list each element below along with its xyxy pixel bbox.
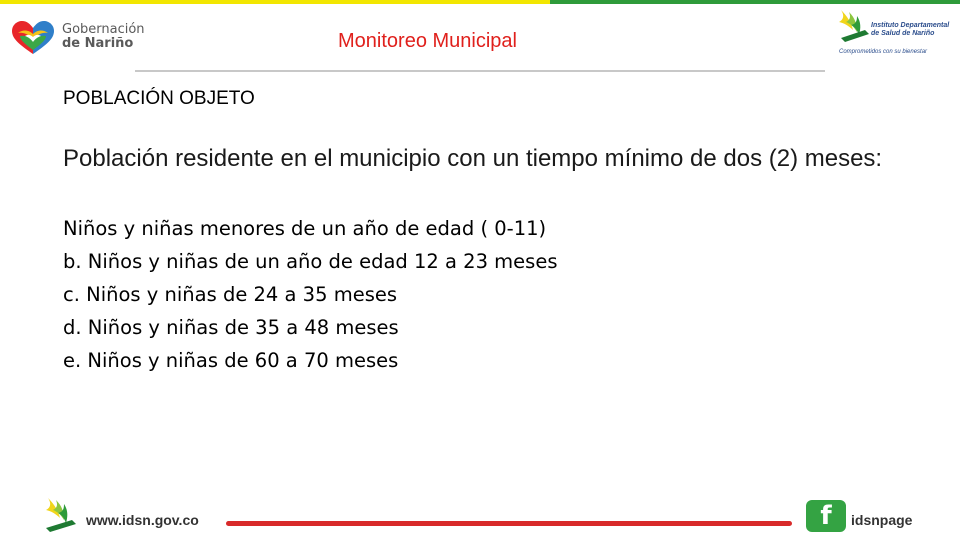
top-color-bar xyxy=(0,0,960,4)
section-heading: POBLACIÓN OBJETO xyxy=(63,88,255,109)
facebook-icon[interactable]: f xyxy=(806,500,846,532)
footer-idsn-logo-icon xyxy=(42,496,82,536)
idsn-logo xyxy=(835,8,953,58)
population-list xyxy=(63,212,883,377)
list-item: e. Niños y niñas de 60 a 70 meses xyxy=(63,349,399,372)
top-bar-yellow xyxy=(0,0,550,4)
top-bar-green xyxy=(550,0,960,4)
heart-logo-icon xyxy=(10,20,56,56)
idsn-logo-icon xyxy=(835,8,875,48)
brand-line-2: de Nariño xyxy=(62,36,134,51)
facebook-page-link[interactable]: idsnpage xyxy=(851,512,913,528)
list-item: b. Niños y niñas de un año de edad 12 a 23 meses xyxy=(63,250,558,273)
idsn-slogan: Comprometidos con su bienestar xyxy=(839,49,928,55)
page-title: Monitoreo Municipal xyxy=(338,30,517,52)
header-divider xyxy=(135,70,825,72)
gobernacion-logo xyxy=(10,18,150,58)
website-link[interactable]: www.idsn.gov.co xyxy=(86,512,199,528)
gobernacion-wordmark xyxy=(62,23,145,51)
list-item: c. Niños y niñas de 24 a 35 meses xyxy=(63,283,398,306)
list-item: Niños y niñas menores de un año de edad ( 0-11) xyxy=(63,217,547,240)
list-item: d. Niños y niñas de 35 a 48 meses xyxy=(63,316,399,339)
footer-divider xyxy=(226,521,792,526)
idsn-institute-name: Instituto Departamental de Salud de Nariño xyxy=(871,22,950,37)
brand-line-1: Gobernación xyxy=(62,22,145,37)
intro-paragraph: Población residente en el municipio con un tiempo mínimo de dos (2) meses: xyxy=(63,145,883,172)
